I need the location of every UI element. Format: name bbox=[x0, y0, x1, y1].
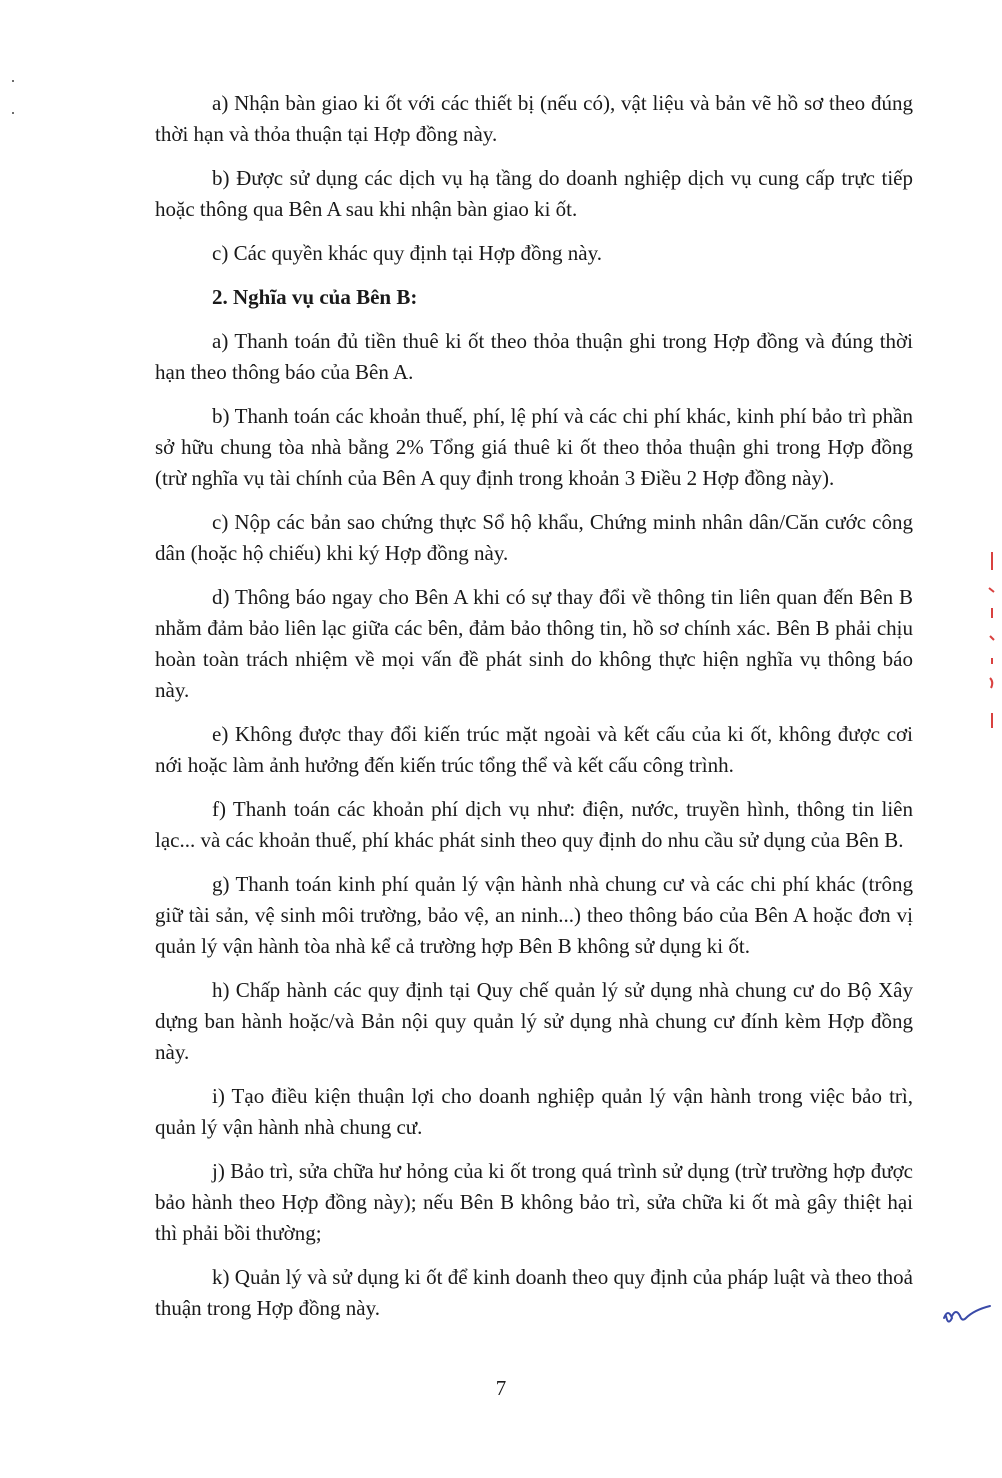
paragraph-right-c: c) Các quyền khác quy định tại Hợp đồng này. bbox=[212, 241, 602, 265]
paragraph-obligation-h: h) Chấp hành các quy định tại Quy chế quản lý sử dụng nhà chung cư do Bộ Xây dựng ban hành hoặc/và Bản nội quy quản lý sử dụng nhà chung cư đính kèm Hợp đồng này. bbox=[155, 978, 913, 1064]
paragraph-obligation-f: f) Thanh toán các khoản phí dịch vụ như: điện, nước, truyền hình, thông tin liên lạc... và các khoản thuế, phí khác phát sinh theo quy định do nhu cầu sử dụng của Bên B. bbox=[155, 797, 913, 852]
page-number: 7 bbox=[495, 1376, 507, 1400]
paragraph-obligation-g: g) Thanh toán kinh phí quản lý vận hành nhà chung cư và các chi phí khác (trông giữ tài sản, vệ sinh môi trường, bảo vệ, an ninh...) theo thông báo của Bên A hoặc đơn vị quản lý vận hành tòa nhà kể cả trường hợp Bên B không sử dụng ki ốt. bbox=[155, 872, 913, 958]
paragraph-obligation-a: a) Thanh toán đủ tiền thuê ki ốt theo thỏa thuận ghi trong Hợp đồng và đúng thời hạn theo thông báo của Bên A. bbox=[155, 329, 913, 384]
stamp-fragment-icon bbox=[986, 548, 998, 738]
scan-dot bbox=[12, 112, 14, 114]
paragraph-right-b: b) Được sử dụng các dịch vụ hạ tầng do doanh nghiệp dịch vụ cung cấp trực tiếp hoặc thông qua Bên A sau khi nhận bàn giao ki ốt. bbox=[155, 166, 913, 221]
paragraph-obligation-c: c) Nộp các bản sao chứng thực Sổ hộ khẩu, Chứng minh nhân dân/Căn cước công dân (hoặc hộ chiếu) khi ký Hợp đồng này. bbox=[155, 510, 913, 565]
paragraph-obligation-e: e) Không được thay đổi kiến trúc mặt ngoài và kết cấu của ki ốt, không được cơi nới hoặc làm ảnh hưởng đến kiến trúc tổng thể và kết cấu công trình. bbox=[155, 722, 913, 777]
section-heading: 2. Nghĩa vụ của Bên B: bbox=[212, 285, 418, 309]
paragraph-obligation-i: i) Tạo điều kiện thuận lợi cho doanh nghiệp quản lý vận hành trong việc bảo trì, quản lý vận hành nhà chung cư. bbox=[155, 1084, 913, 1139]
scan-dot bbox=[12, 80, 14, 82]
document-body bbox=[155, 88, 913, 1337]
paragraph-obligation-b: b) Thanh toán các khoản thuế, phí, lệ phí và các chi phí khác, kinh phí bảo trì phần sở hữu chung tòa nhà bằng 2% Tổng giá thuê ki ốt theo thỏa thuận ghi trong Hợp đồng (trừ nghĩa vụ tài chính của Bên A quy định trong khoản 3 Điều 2 Hợp đồng này). bbox=[155, 404, 913, 490]
paragraph-obligation-k: k) Quản lý và sử dụng ki ốt để kinh doanh theo quy định của pháp luật và theo thoả thuận trong Hợp đồng này. bbox=[155, 1265, 913, 1320]
paragraph-right-a: a) Nhận bàn giao ki ốt với các thiết bị (nếu có), vật liệu và bản vẽ hồ sơ theo đúng thời hạn và thỏa thuận tại Hợp đồng này. bbox=[155, 91, 913, 146]
paragraph-obligation-j: j) Bảo trì, sửa chữa hư hỏng của ki ốt trong quá trình sử dụng (trừ trường hợp được bảo hành theo Hợp đồng này); nếu Bên B không bảo trì, sửa chữa ki ốt mà gây thiệt hại thì phải bồi thường; bbox=[155, 1159, 913, 1245]
handwritten-initials-icon bbox=[938, 1300, 998, 1332]
paragraph-obligation-d: d) Thông báo ngay cho Bên A khi có sự thay đổi về thông tin liên quan đến Bên B nhằm đảm bảo liên lạc giữa các bên, đảm bảo thông tin, hồ sơ chính xác. Bên B phải chịu hoàn toàn trách nhiệm về mọi vấn đề phát sinh do không thực hiện nghĩa vụ thông báo này. bbox=[155, 585, 913, 702]
